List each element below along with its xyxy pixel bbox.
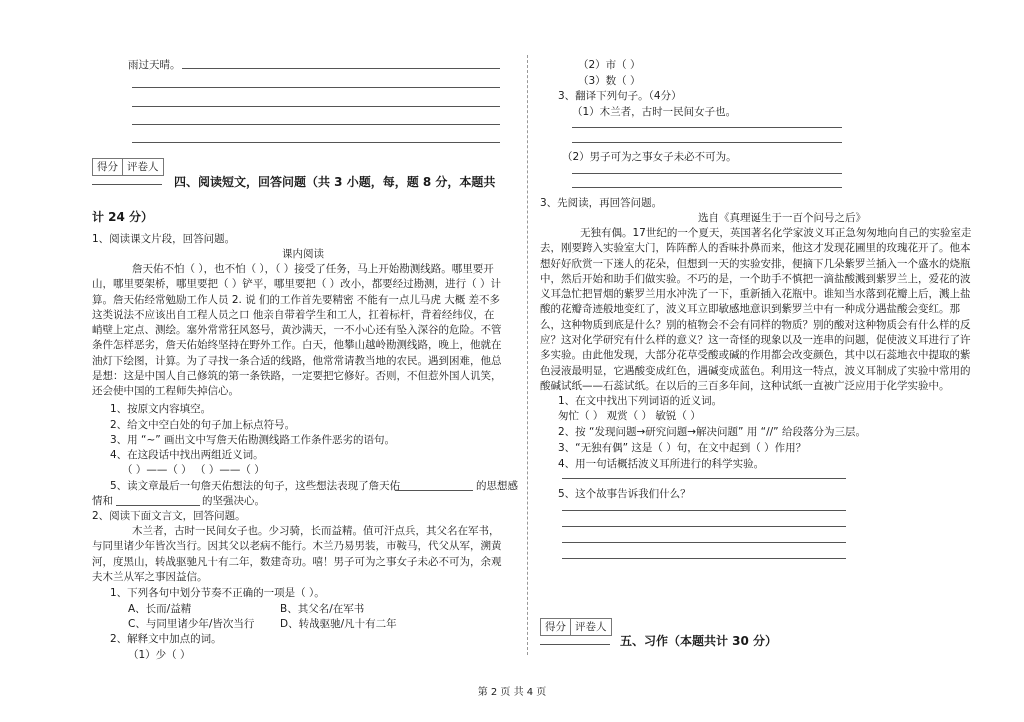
q3-item-1-blanks: 匆忙（ ） 观赏（ ） 敏锐（ ） [558,410,701,422]
q1-intro: 1、阅读课文片段，回答问题。 [92,233,236,245]
q2-item-1: 1、下列各句中划分节奏不正确的一项是（ ）。 [110,587,325,599]
q2-item-2-1: （1）少（ ） [128,649,191,661]
answer-line [562,478,846,479]
q2-item-3-2: （2）男子可为之事女子未必不可为。 [562,151,737,163]
passage3-text: 无独有偶。17世纪的一个夏天，英国著名化学家波义耳正急匆匆地向自己的实验室走去，刚要跨入实验室大门，阵阵醉人的香味扑鼻而来，他这才发现花圃里的玫瑰花开了。他本想好好欣赏一下迷人的花朵，但想到一天的实验安排，便摘下几朵紫罗兰插入一个盛水的烧瓶中，然后开始和助手们做实验。不巧的是，一个助手不慎把一滴盐酸溅到紫罗兰上，爱花的波义耳急忙把冒烟的紫罗兰用水冲洗了一下，重新插入花瓶中。谁知当水落到花瓣上后，溅上盐酸的花瓣奇迹般地变红了，波义耳立即敏感地意识到紫罗兰中有一种成分遇盐酸会变红。那么，这种物质到底是什么？别的植物会不会有同样的物质？别的酸对这种物质会有什么样的反应？这对化学研究有什么样的意义？这一奇怪的现象以及一连串的问题，促使波义耳进行了许多实验。由此他发现，大部分花草受酸或碱的作用都会改变颜色，其中以石蕊地衣中提取的紫色浸液最明显，它遇酸变成红色，遇碱变成蓝色。利用这一特点，波义耳制成了实验中常用的酸碱试纸——石蕊试纸。在以后的三百多年间，这种试纸一直被广泛应用于化学实验中。 [540,227,972,392]
q3-item-4: 4、用一句话概括波义耳所进行的科学实验。 [558,458,765,470]
q2-intro: 2、阅读下面文言文，回答问题。 [92,510,246,522]
answer-line [562,510,846,511]
answer-line [132,87,500,88]
grader-label: 评卷人 [570,619,611,635]
section4-title: 四、阅读短文，回答问题（共 3 小题，每，题 8 分，本题共 [174,175,496,189]
q2-item-2-2: （2）市（ ） [578,59,641,71]
answer-line [562,558,846,559]
fill-blank [395,490,473,491]
column-divider [527,55,528,655]
answer-line [132,124,500,125]
answer-line [132,142,500,143]
fill-blank [116,505,200,506]
q1-item-5-cont: 的思想感 [476,480,518,492]
q1-synonym-blanks: （ ）——（ ） （ ）——（ ） [122,464,265,476]
score-box [92,158,164,176]
q3-item-3: 3、“无独有偶” 这是（ ）句，在文中起到（ ）作用？ [558,442,807,454]
q2-item-2-3: （3）数（ ） [578,75,641,87]
q1-item-5-suffix: 的坚强决心。 [202,495,265,507]
passage1-title: 课内阅读 [282,248,324,260]
q1-item-5-prefix: 情和 [92,495,113,507]
top-line-text: 雨过天晴。 [128,59,181,71]
q2-item-3-1: （1）木兰者，古时一民间女子也。 [572,106,737,118]
answer-line [562,542,846,543]
q2-item-3: 3、翻译下列句子。（4分） [558,90,682,102]
score-label: 得分 [545,621,566,633]
score-label: 得分 [97,161,118,173]
q1-item-2: 2、给文中空白处的句子加上标点符号。 [110,419,296,431]
q2-option-a: A、长而/益精 [128,603,192,615]
q2-option-c: C、与同里诸少年/皆次当行 [128,618,255,630]
answer-line [572,142,842,143]
score-underline [92,184,162,185]
passage1-text: 詹天佑不怕（ ），也不怕（ ），（ ）接受了任务，马上开始勘测线路。哪里要开山，哪里要架桥，哪里要把（ ）铲平，哪里要把（ ）改小，都要经过勘测，进行（ ）计算。詹天佑经常勉励工作人员 2. 说 们的工作首先要精密 不能有一点儿马虎 大概 差不多 这类说法不应该出自工程人员之口 他亲自带着学生和工人，扛着标杆，背着经纬仪，在峭壁上定点、测绘。塞外常常狂风怒号，黄沙满天，一不小心还有坠入深谷的危险。不管条件怎样恶劣，詹天佑始终坚持在野外工作。白天，他攀山越岭勘测线路，晚上，他就在油灯下绘图，计算。为了寻找一条合适的线路，他常常请教当地的农民。遇到困难，他总是想：这是中国人自己修筑的第一条铁路，一定要把它修好。否则，不但惹外国人讥笑，还会使中国的工程师失掉信心。 [92,263,502,398]
answer-line [562,526,846,527]
grader-label: 评卷人 [122,159,163,175]
q1-item-1: 1、按原文内容填空。 [110,403,212,415]
answer-line [182,68,500,69]
passage2-text: 木兰者，古时一民间女子也。少习骑，长而益精。值可汗点兵，其父名在军书，与同里诸少年皆次当行。因其父以老病不能行。木兰乃易男装，市鞍马，代父从军，溯黄河，度黑山，转战驱驰凡十有二年，数建奇功。嘻！男子可为之事女子未必不可为，余观夫木兰从军之事因益信。 [92,525,502,583]
answer-line [132,106,500,107]
q3-item-1: 1、在文中找出下列词语的近义词。 [558,395,723,407]
score-underline [540,644,610,645]
q3-intro: 3、先阅读，再回答问题。 [540,197,663,209]
q2-item-2: 2、解释文中加点的词。 [110,633,222,645]
q3-item-5: 5、这个故事告诉我们什么？ [558,488,691,500]
section4-title-cont: 计 24 分） [92,210,154,224]
q2-option-b: B、其父名/在军书 [280,603,365,615]
page-number: 第 2 页 共 4 页 [477,687,547,698]
answer-line [572,187,842,188]
score-box [540,618,612,636]
answer-line [572,173,842,174]
q1-item-4: 4、在这段话中找出两组近义词。 [110,449,264,461]
section5-title: 五、习作（本题共计 30 分） [620,634,778,648]
answer-line [572,127,842,128]
q1-item-5: 5、读文章最后一句詹天佑想法的句子，这些想法表现了詹天佑 [110,480,401,492]
q2-option-d: D、转战驱驰/凡十有二年 [280,618,397,630]
q1-item-3: 3、用 “~” 画出文中写詹天佑勘测线路工作条件恶劣的语句。 [110,434,396,446]
passage3-title: 选自《真理诞生于一百个问号之后》 [698,212,866,224]
q3-item-2: 2、按 “发现问题→研究问题→解决问题” 用 “//” 给段落分为三层。 [558,426,866,438]
